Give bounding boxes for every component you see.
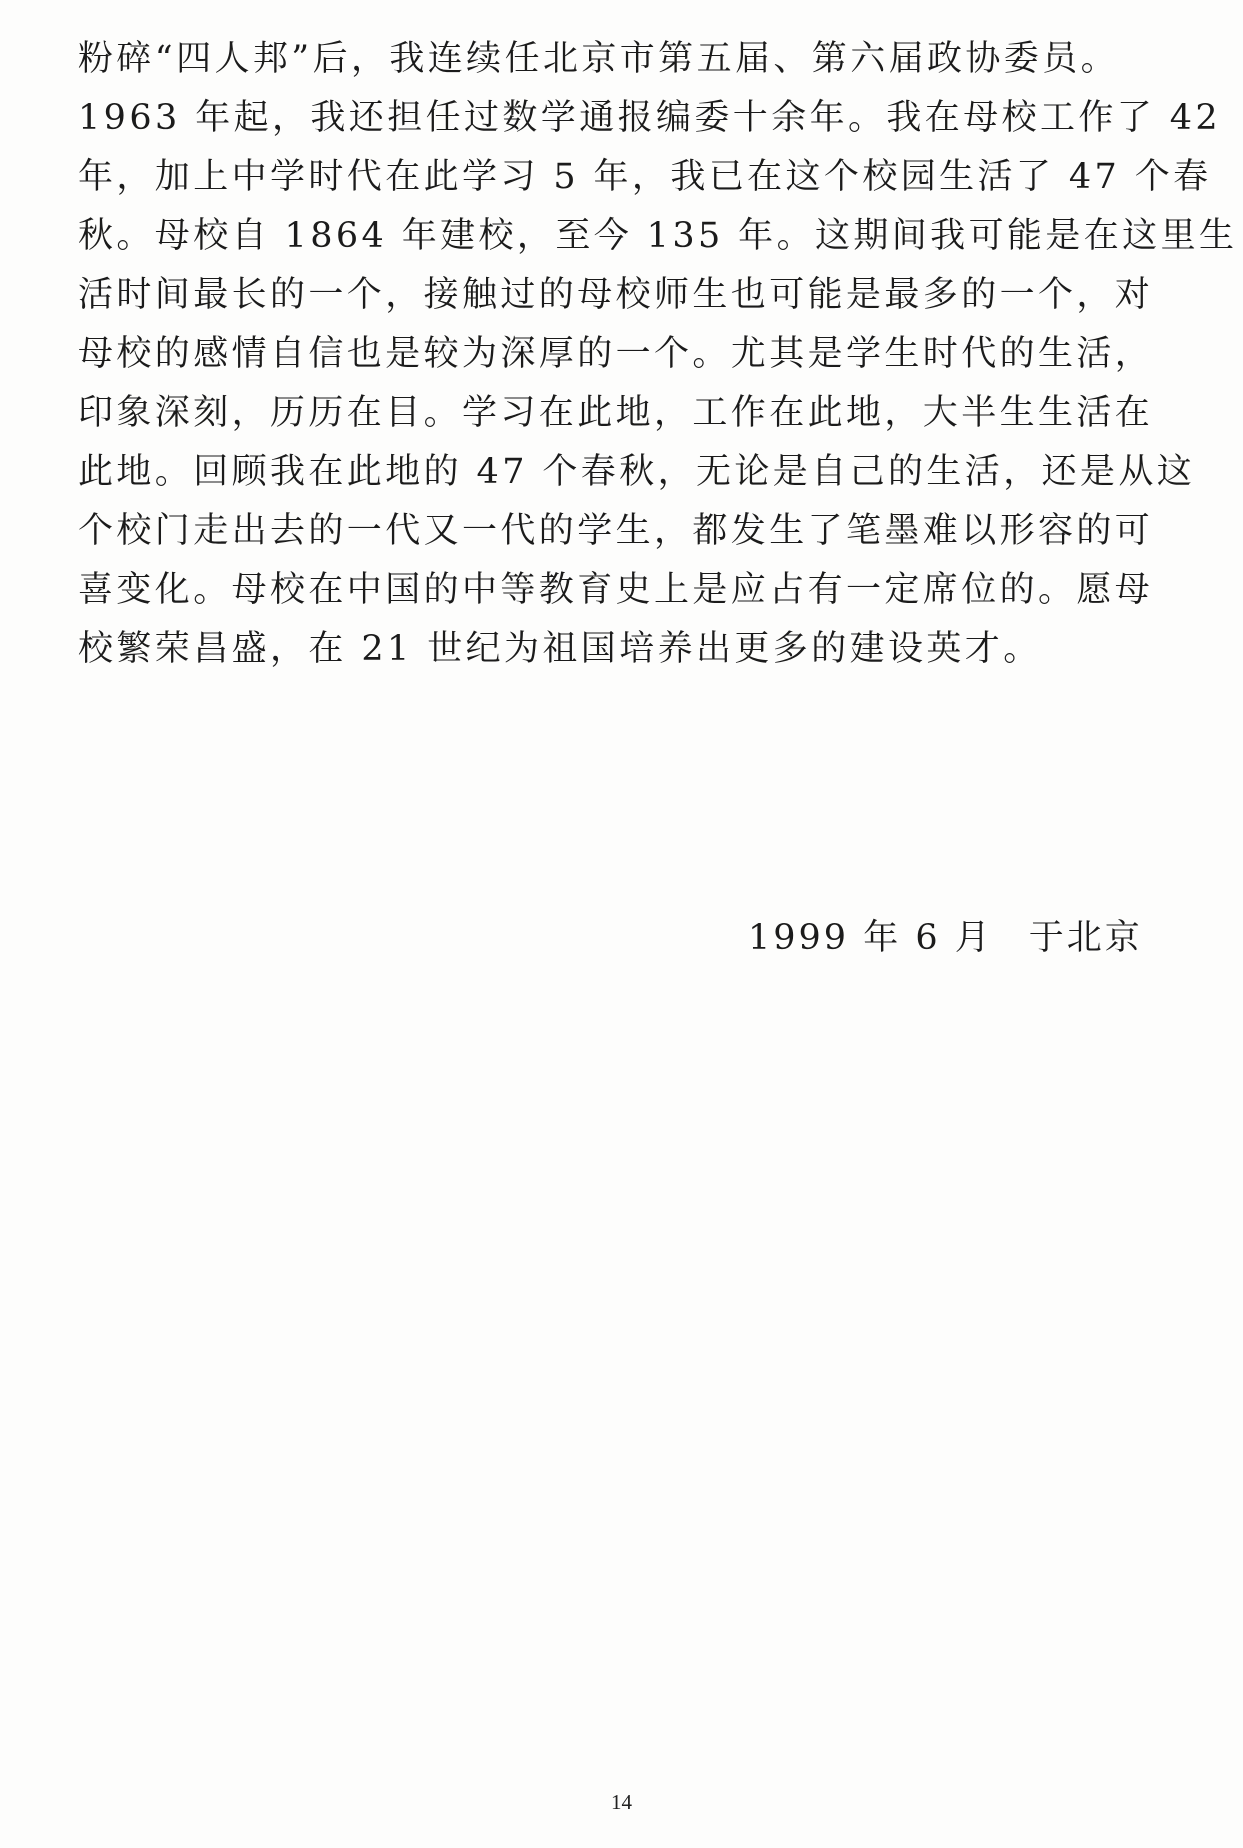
signature-place: 于北京: [1028, 918, 1143, 958]
page-number: 14: [611, 1790, 632, 1814]
text-line-2: 1963 年起，我还担任过数学通报编委十余年。我在母校工作了 42: [78, 98, 1222, 138]
body-paragraph: [78, 30, 1238, 679]
text-line-6: 母校的感情自信也是较为深厚的一个。尤其是学生时代的生活，: [78, 334, 1154, 374]
text-line-8: 此地。回顾我在此地的 47 个春秋，无论是自己的生活，还是从这: [78, 452, 1196, 492]
text-line-3: 年，加上中学时代在此学习 5 年，我已在这个校园生活了 47 个春: [78, 157, 1212, 197]
text-line-1: 粉碎“四人邦”后，我连续任北京市第五届、第六届政协委员。: [78, 39, 1119, 79]
signature-block: [748, 909, 1143, 968]
text-line-5: 活时间最长的一个，接触过的母校师生也可能是最多的一个，对: [78, 275, 1154, 315]
text-line-11: 校繁荣昌盛，在 21 世纪为祖国培养出更多的建设英才。: [78, 629, 1042, 669]
text-line-9: 个校门走出去的一代又一代的学生，都发生了笔墨难以形容的可: [78, 511, 1154, 551]
text-line-4: 秋。母校自 1864 年建校，至今 135 年。这期间我可能是在这里生: [78, 216, 1238, 256]
text-line-10: 喜变化。母校在中国的中等教育史上是应占有一定席位的。愿母: [78, 570, 1154, 610]
signature-date: 1999 年 6 月: [748, 918, 993, 958]
text-line-7: 印象深刻，历历在目。学习在此地，工作在此地，大半生生活在: [78, 393, 1154, 433]
